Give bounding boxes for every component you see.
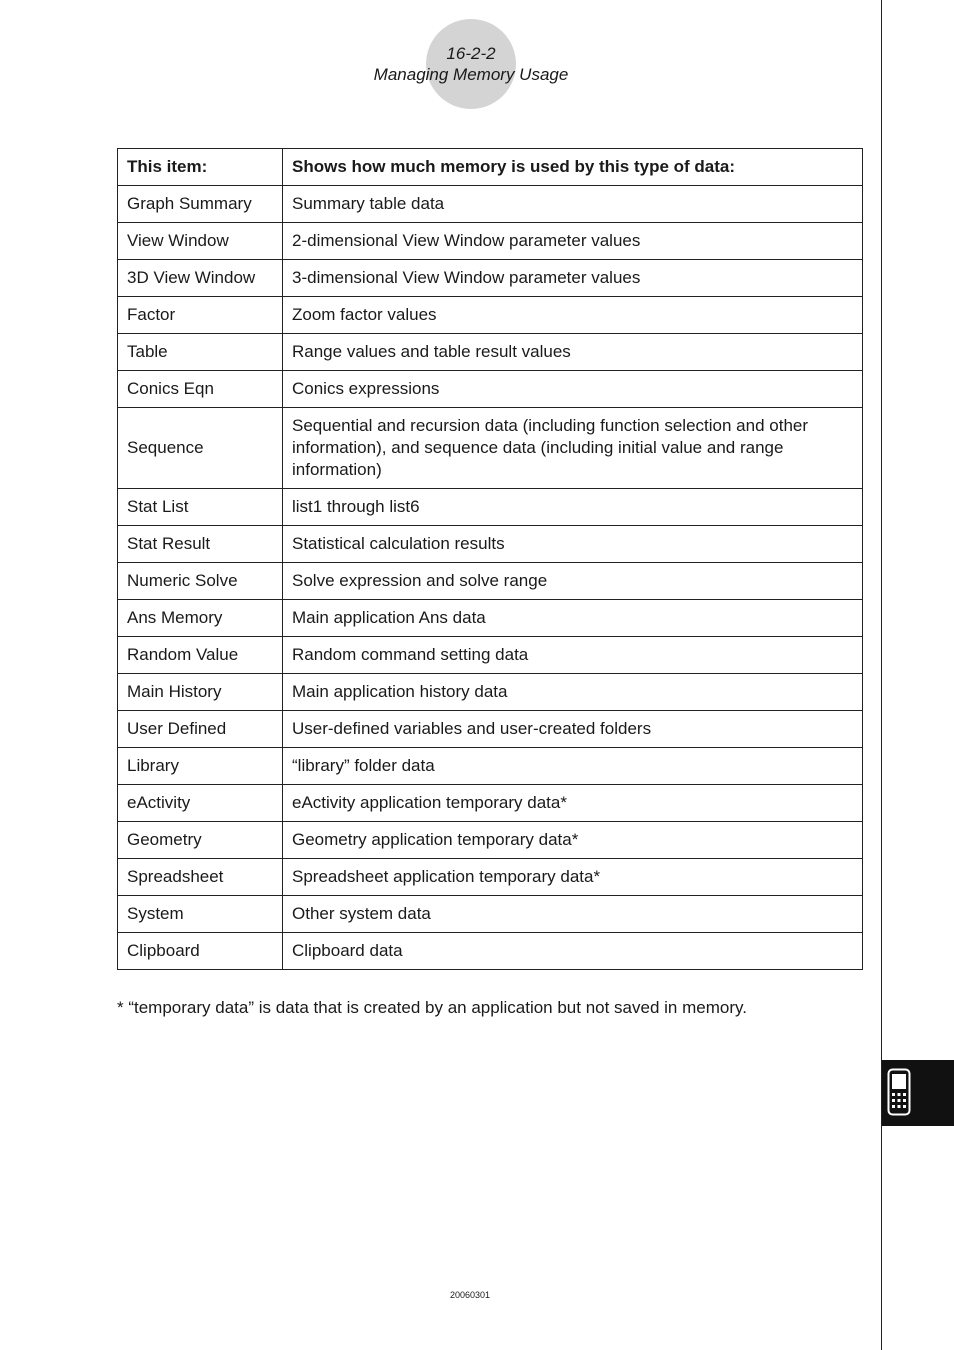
description-cell: Spreadsheet application temporary data* — [283, 859, 863, 896]
description-cell: 2-dimensional View Window parameter values — [283, 223, 863, 260]
item-cell: Sequence — [118, 408, 283, 489]
item-cell: Geometry — [118, 822, 283, 859]
print-code: 20060301 — [449, 1290, 491, 1300]
table-row — [118, 223, 863, 260]
item-cell: Factor — [118, 297, 283, 334]
description-cell: Other system data — [283, 896, 863, 933]
item-cell: 3D View Window — [118, 260, 283, 297]
table-row — [118, 896, 863, 933]
table-row — [118, 186, 863, 223]
item-cell: User Defined — [118, 711, 283, 748]
table-header-row — [118, 149, 863, 186]
table-row — [118, 748, 863, 785]
item-cell: eActivity — [118, 785, 283, 822]
description-cell: eActivity application temporary data* — [283, 785, 863, 822]
item-cell: Random Value — [118, 637, 283, 674]
table-row — [118, 260, 863, 297]
calculator-icon — [887, 1068, 911, 1116]
item-cell: Conics Eqn — [118, 371, 283, 408]
item-cell: Stat List — [118, 489, 283, 526]
table-row — [118, 371, 863, 408]
page-number: 16-2-2 — [446, 44, 496, 63]
table-row — [118, 859, 863, 896]
table-row — [118, 563, 863, 600]
footnote: * “temporary data” is data that is created by an application but not saved in memory. — [117, 998, 747, 1017]
table-row — [118, 334, 863, 371]
description-cell: Zoom factor values — [283, 297, 863, 334]
item-cell: View Window — [118, 223, 283, 260]
table-row — [118, 637, 863, 674]
item-cell: Main History — [118, 674, 283, 711]
description-cell: Random command setting data — [283, 637, 863, 674]
description-cell: Sequential and recursion data (including function selection and other information), and sequence data (including initial value and range information) — [283, 408, 863, 489]
table-row — [118, 785, 863, 822]
header-item: This item: — [118, 149, 283, 186]
item-cell: Ans Memory — [118, 600, 283, 637]
description-cell: Geometry application temporary data* — [283, 822, 863, 859]
description-cell: Main application Ans data — [283, 600, 863, 637]
description-cell: list1 through list6 — [283, 489, 863, 526]
memory-usage-table — [117, 148, 863, 970]
description-cell: Clipboard data — [283, 933, 863, 970]
description-cell: 3-dimensional View Window parameter values — [283, 260, 863, 297]
item-cell: Table — [118, 334, 283, 371]
chapter-tab — [882, 1060, 954, 1126]
description-cell: Solve expression and solve range — [283, 563, 863, 600]
description-cell: Conics expressions — [283, 371, 863, 408]
item-cell: Stat Result — [118, 526, 283, 563]
item-cell: Graph Summary — [118, 186, 283, 223]
description-cell: Range values and table result values — [283, 334, 863, 371]
description-cell: Summary table data — [283, 186, 863, 223]
item-cell: Clipboard — [118, 933, 283, 970]
description-cell: User-defined variables and user-created folders — [283, 711, 863, 748]
header-description: Shows how much memory is used by this type of data: — [283, 149, 863, 186]
table-row — [118, 711, 863, 748]
description-cell: Statistical calculation results — [283, 526, 863, 563]
table-row — [118, 674, 863, 711]
table-row — [118, 600, 863, 637]
item-cell: System — [118, 896, 283, 933]
page-edge-rule — [881, 0, 882, 1350]
table-row — [118, 408, 863, 489]
description-cell: “library” folder data — [283, 748, 863, 785]
description-cell: Main application history data — [283, 674, 863, 711]
table-row — [118, 526, 863, 563]
table-row — [118, 489, 863, 526]
section-title: Managing Memory Usage — [373, 65, 569, 84]
item-cell: Numeric Solve — [118, 563, 283, 600]
item-cell: Spreadsheet — [118, 859, 283, 896]
table-row — [118, 822, 863, 859]
item-cell: Library — [118, 748, 283, 785]
table-row — [118, 297, 863, 334]
table-row — [118, 933, 863, 970]
